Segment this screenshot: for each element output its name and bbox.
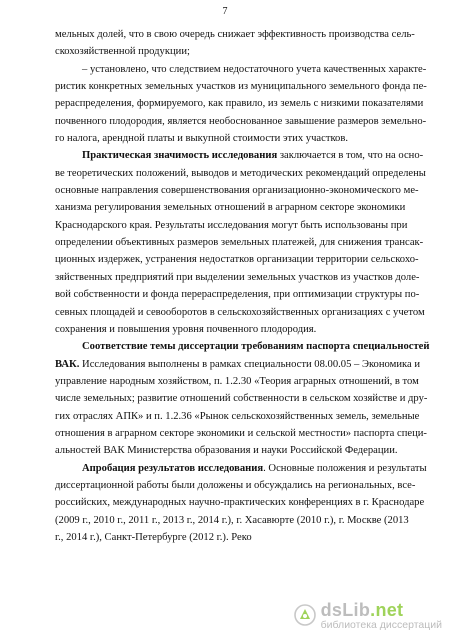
text-line [55,234,424,251]
line-text: заключается в том, что на осно- [277,150,424,162]
line-text: почвенного плодородия, является необоснованное завышение размеров земельно- [55,115,427,127]
watermark-brand-tld: .net [370,599,404,620]
line-text: (2009 г., 2010 г., 2011 г., 2013 г., 2014 г.), г. Хасавюрте (2010 г.), г. Москве (2013 [55,514,409,526]
line-text: . Основные положения и результаты [263,462,427,474]
line-text: рераспределения, формируемого, как правило, из земель с низкими показателями [55,98,424,110]
text-line [55,425,427,442]
text-line [55,26,415,43]
text-line [55,408,420,425]
bold-heading: ВАК. [55,358,80,370]
text-line [55,442,402,459]
line-text: – установлено, что следствием недостаточного учета качественных характе- [82,63,427,75]
bold-heading: Практическая значимость исследования [82,150,278,162]
line-text: гих отраслях АПК» и п. 1.2.36 «Рынок сельскохозяйственных земель, земельные [55,410,420,422]
text-line [55,182,419,199]
text-line [55,512,409,529]
line-text: го налога, арендной платы и выкупной стоимости этих участков. [55,133,349,145]
line-text: диссертационной работы были доложены и обсуждались на региональных, все- [55,479,416,491]
line-text: зяйственных предприятий при выделении земельных участков из участков доле- [55,271,420,283]
bold-heading: Соответствие темы диссертации требованиям паспорта специальностей [82,341,430,353]
line-text: числе земельных; развитие отношений собственности в сельском хозяйстве и дру- [55,393,428,405]
dslib-logo-icon [294,604,316,626]
line-text: ционных издержек, устранения недостатков организации территории сельскохо- [55,254,419,266]
line-text: отношения в аграрном секторе экономики и сельской местности» паспорта специ- [55,427,427,439]
line-text: мельных долей, что в свою очередь снижает эффективность производства сель- [55,29,415,40]
line-text: основные направления совершенствования организационно-экономического ме- [55,185,419,197]
text-line [55,113,427,130]
line-text: российских, международных научно-практических конференциях в г. Краснодаре [55,497,425,509]
line-text: ве теоретических положений, выводов и методических рекомендаций определены [55,167,426,179]
text-line [55,373,419,390]
text-line [55,95,424,112]
line-text: ристик конкретных земельных участков из муниципального земельного фонда пе- [55,81,427,93]
line-text: вой собственности и фонда перераспределения, при оптимизации структуры по- [55,289,420,301]
line-text: управление народным хозяйством, п. 1.2.30 «Теория аграрных отношений, в том [55,375,419,387]
text-line [55,251,419,268]
bold-heading: Апробация результатов исследования [82,462,264,474]
text-line [55,286,420,303]
document-body [55,26,430,546]
text-line [55,269,420,286]
text-line [55,529,402,546]
text-line [55,165,426,182]
text-line [55,217,408,234]
line-text: ханизма регулирования земельных отношений в аграрном секторе экономики [55,202,406,214]
text-line [55,61,427,78]
watermark-brand-main: dsLib [320,599,371,620]
text-line [55,321,402,338]
line-text: скохозяйственной продукции; [55,46,190,58]
text-line [55,460,427,477]
watermark-brand [321,601,442,619]
line-text: альностей ВАК Министерства образования и науки Российской Федерации. [55,445,398,457]
text-line [55,338,430,355]
line-text: Исследования выполнены в рамках специальности 08.00.05 – Экономика и [79,358,420,370]
text-line [55,130,402,147]
text-line [55,356,420,373]
line-text: сохранения и повышения уровня почвенного плодородия. [55,323,317,335]
text-line [55,494,425,511]
dslib-watermark [294,601,442,631]
line-text: севных площадей и севооборотов в сельскохозяйственных организациях с учетом [55,306,425,318]
watermark-subtitle: библиотека диссертаций [320,618,442,631]
line-text: г., 2014 г.), Санкт-Петербурге (2012 г.). Реко [55,531,252,543]
text-line [55,390,428,407]
line-text: Краснодарского края. Результаты исследования могут быть использованы при [55,219,408,231]
text-line [55,304,425,321]
line-text: определении объективных размеров земельных платежей, для снижения трансак- [55,237,424,249]
text-line [55,43,402,60]
page-number: 7 [222,6,228,17]
text-line [55,147,424,164]
text-line [55,477,416,494]
text-line [55,78,427,95]
text-line [55,199,406,216]
